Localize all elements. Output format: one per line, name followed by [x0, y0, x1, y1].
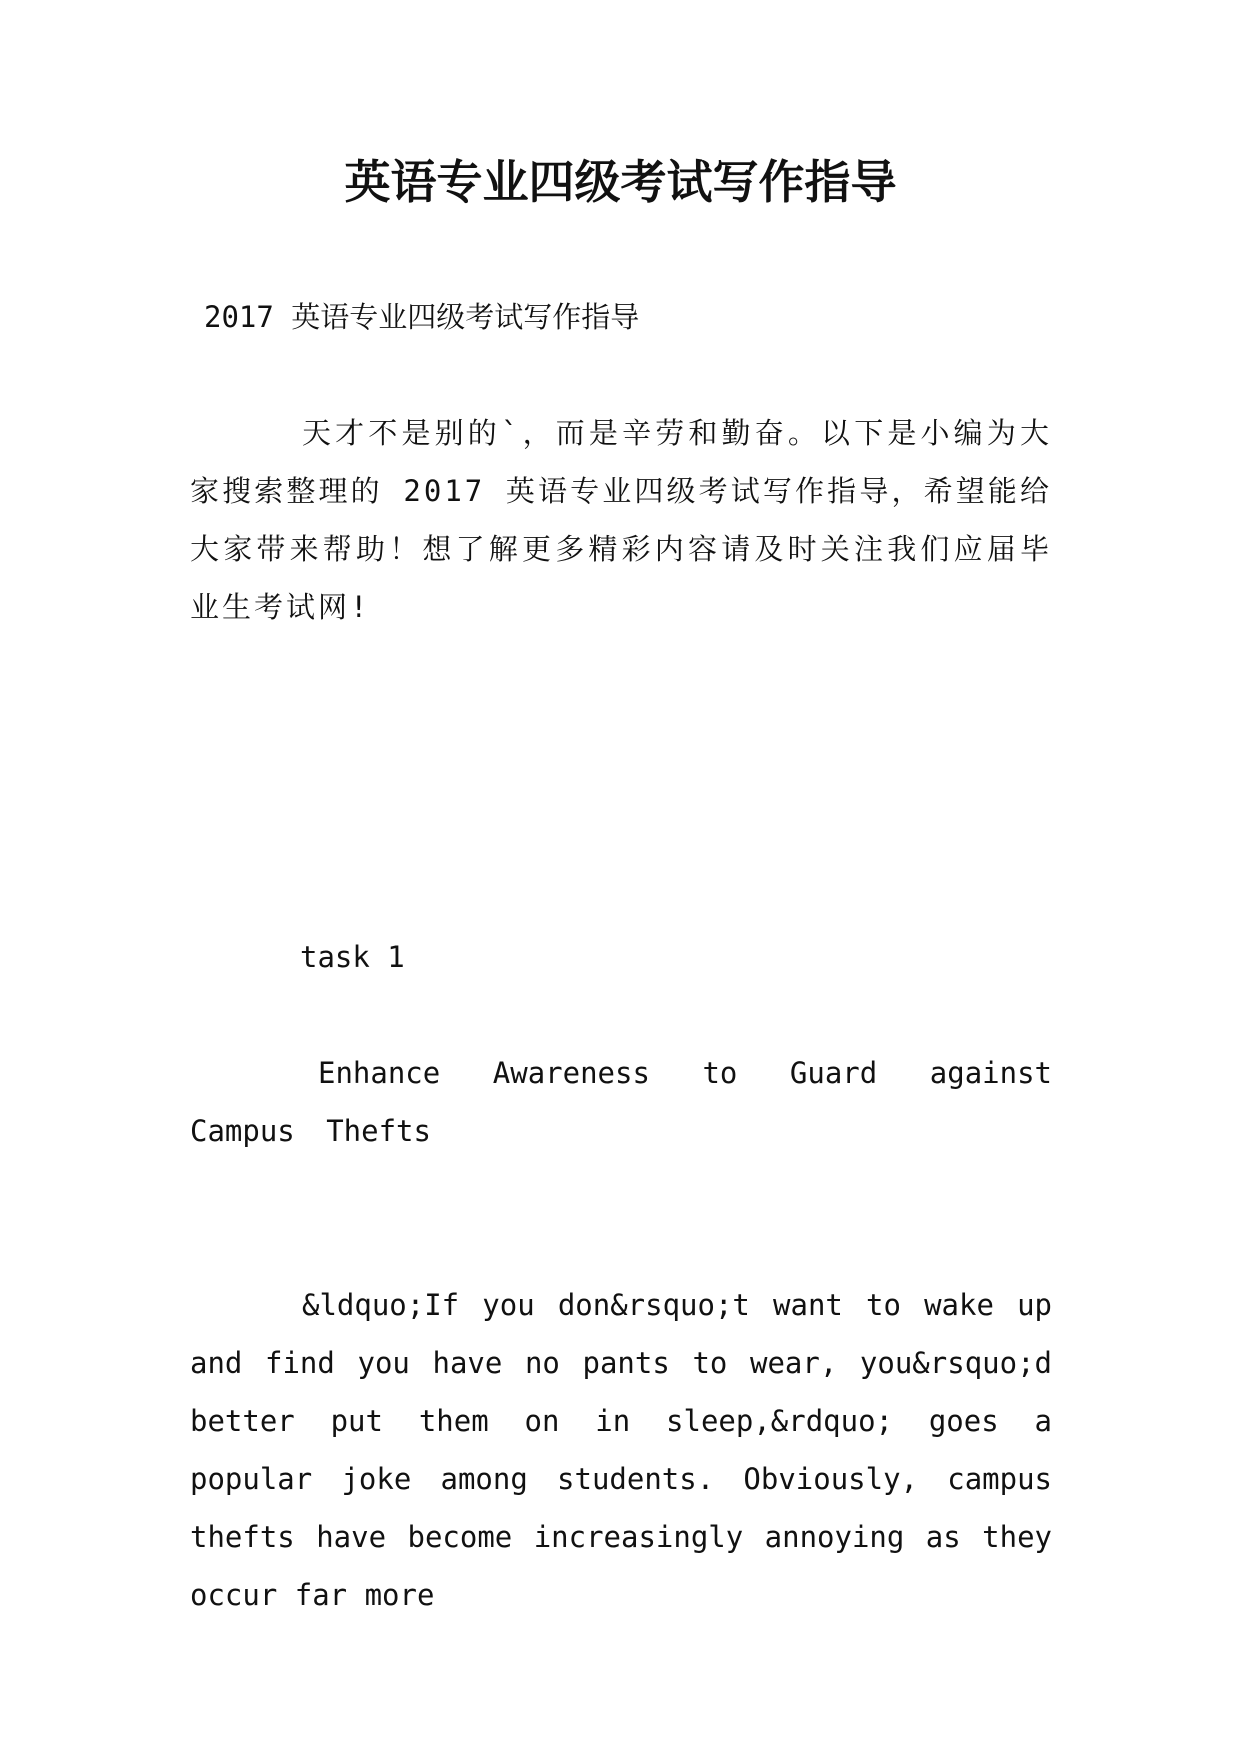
document-title: 英语专业四级考试写作指导 [344, 155, 897, 209]
intro-paragraph: 天才不是别的`，而是辛劳和勤奋。以下是小编为大家搜索整理的 2017 英语专业四级考试写作指导，希望能给大家带来帮助！想了解更多精彩内容请及时关注我们应届毕业生考试网! [190, 416, 1052, 624]
essay-title: Enhance Awareness to Guard against Campus Thefts [190, 1056, 1052, 1148]
document-subtitle: 2017 英语专业四级考试写作指导 [204, 300, 640, 334]
essay-paragraph: &ldquo;If you don&rsquo;t want to wake up and find you have no pants to wear, you&rsquo;d better put them on in sleep,&rdquo; goes a popular joke among students. Obviously, campus thefts have become increasingly annoying as they occur far more [190, 1288, 1052, 1612]
task-label: task 1 [300, 940, 405, 974]
